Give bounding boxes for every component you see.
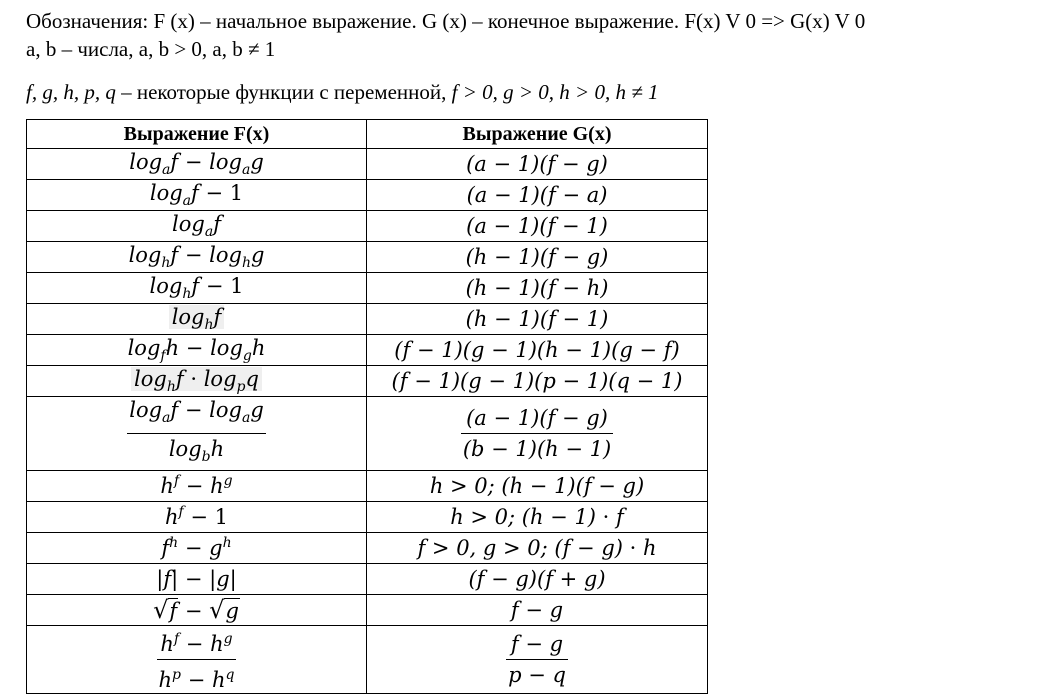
fraction: $\frac{\log_af - \log_ag}{\log_bh}$ — [129, 398, 264, 466]
table-row — [27, 626, 708, 694]
functions-text: – некоторые функции с переменной, — [115, 80, 452, 104]
expr-f: $\log_hf - \log_hg$ — [27, 242, 367, 273]
functions-conditions: f > 0, g > 0, h > 0, h ≠ 1 — [451, 80, 659, 104]
expr-f: $\log_hf - 1$ — [27, 273, 367, 304]
table-row — [27, 471, 708, 502]
table-row — [27, 564, 708, 595]
fraction: $\frac{(a - 1)(f - g)}{(b - 1)(h - 1)}$ — [462, 406, 612, 462]
functions-list: f, g, h, p, q — [26, 80, 116, 104]
expr-g: h > 0; (h − 1) · f — [367, 502, 708, 533]
expr-g: (h − 1)(f − h) — [367, 273, 708, 304]
expr-f: $\log_af$ — [27, 211, 367, 242]
table-row — [27, 149, 708, 180]
expr-f: $\log_hf \cdot \log_pq$ — [27, 366, 367, 397]
table-row — [27, 502, 708, 533]
table-row — [27, 533, 708, 564]
table-row — [27, 180, 708, 211]
expr-f: √f − √g — [27, 595, 367, 626]
sqrt-symbol: √ — [153, 596, 169, 625]
expr-f: $\log_af - \log_ag$ — [27, 149, 367, 180]
expr-f: $f^h - g^h$ — [27, 533, 367, 564]
table-row — [27, 304, 708, 335]
sqrt-symbol: √ — [209, 596, 225, 625]
fraction: $\frac{f - g}{p - q}$ — [508, 632, 566, 688]
expr-f: $\log_fh - \log_gh$ — [27, 335, 367, 366]
expr-f: $\log_hf$ — [27, 304, 367, 335]
expr-g: f − g — [367, 595, 708, 626]
header-f: Выражение F(x) — [27, 120, 367, 149]
table-row — [27, 211, 708, 242]
expr-f — [27, 626, 367, 694]
expr-f: |f| − |g| — [27, 564, 367, 595]
constants-line: a, b – числа, a, b > 0, a, b ≠ 1 — [26, 37, 276, 61]
notation-line: Обозначения: F (x) – начальное выражение. G (x) – конечное выражение. F(x) V 0 => G(x) V 0 — [26, 9, 866, 33]
expr-g: (a − 1)(f − g) — [367, 149, 708, 180]
expr-g: (f − 1)(g − 1)(p − 1)(q − 1) — [367, 366, 708, 397]
table-row — [27, 335, 708, 366]
table-row — [27, 397, 708, 471]
transformation-table — [26, 119, 708, 694]
expr-f — [27, 397, 367, 471]
expr-g: (h − 1)(f − g) — [367, 242, 708, 273]
expr-f: $h^f - h^g$ — [27, 471, 367, 502]
table-header-row — [27, 120, 708, 149]
expr-g: (a − 1)(f − a) — [367, 180, 708, 211]
functions-line — [26, 80, 658, 104]
table-row — [27, 595, 708, 626]
expr-g — [367, 397, 708, 471]
expr-f: $\log_af - 1$ — [27, 180, 367, 211]
expr-g: (f − 1)(g − 1)(h − 1)(g − f) — [367, 335, 708, 366]
table-row — [27, 242, 708, 273]
expr-g — [367, 626, 708, 694]
fraction: $\frac{h^f - h^g}{h^p - h^q}$ — [157, 626, 237, 693]
expr-g: (a − 1)(f − 1) — [367, 211, 708, 242]
expr-g: h > 0; (h − 1)(f − g) — [367, 471, 708, 502]
expr-f: $h^f - 1$ — [27, 502, 367, 533]
table-row — [27, 273, 708, 304]
expr-g: (h − 1)(f − 1) — [367, 304, 708, 335]
table-row — [27, 366, 708, 397]
expr-g: f > 0, g > 0; (f − g) · h — [367, 533, 708, 564]
expr-g: (f − g)(f + g) — [367, 564, 708, 595]
header-g: Выражение G(x) — [367, 120, 708, 149]
